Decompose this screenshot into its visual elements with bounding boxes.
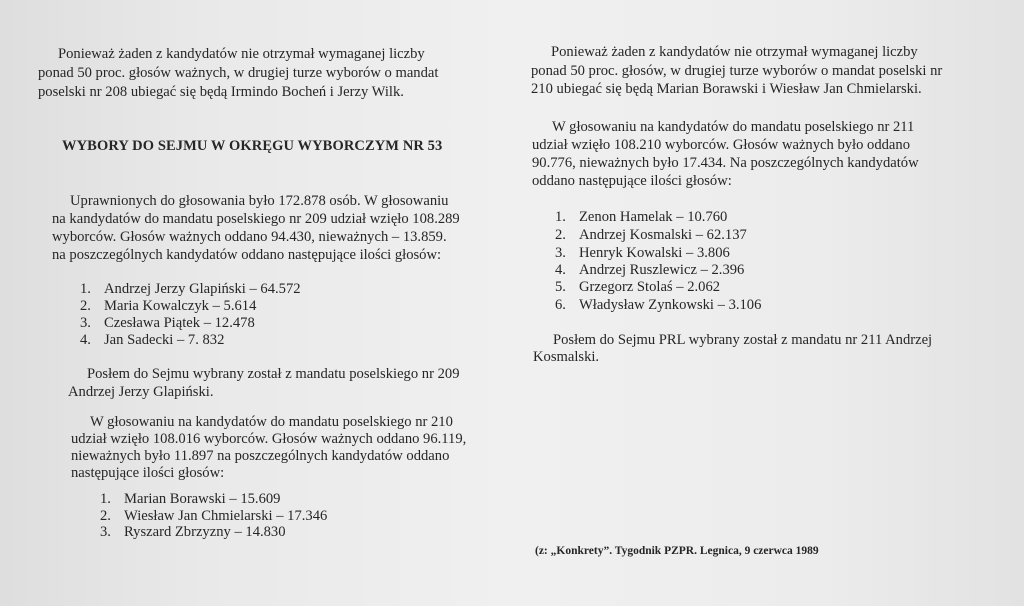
right-intro-line: ponad 50 proc. głosów, w drugiej turze wyborów o mandat poselski nr	[531, 63, 943, 79]
list-number: 3.	[80, 315, 91, 331]
list-text: Marian Borawski – 15.609	[124, 491, 281, 507]
list-item	[80, 281, 301, 297]
list-number: 2.	[80, 298, 91, 314]
list-item	[80, 298, 256, 314]
left-para1-line: na kandydatów do mandatu poselskiego nr 209 udział wzięło 108.289	[52, 211, 460, 227]
list-item	[555, 227, 747, 243]
right-result-line: Kosmalski.	[533, 349, 600, 365]
left-para1-line: wyborców. Głosów ważnych oddano 94.430, nieważnych – 13.859.	[52, 229, 447, 245]
list-text: Andrzej Kosmalski – 62.137	[579, 227, 747, 243]
list-text: Czesława Piątek – 12.478	[104, 315, 255, 331]
section-heading: WYBORY DO SEJMU W OKRĘGU WYBORCZYM NR 53	[62, 138, 443, 154]
list-item	[555, 279, 720, 295]
right-para-line: udział wzięło 108.210 wyborców. Głosów ważnych było oddano	[532, 137, 911, 153]
list-item	[100, 491, 280, 507]
list-number: 1.	[555, 209, 566, 225]
right-para-line: 90.776, nieważnych było 17.434. Na poszczególnych kandydatów	[532, 155, 919, 171]
list-text: Andrzej Jerzy Glapiński – 64.572	[104, 281, 301, 297]
list-number: 4.	[555, 262, 566, 278]
right-result-line: Posłem do Sejmu PRL wybrany został z mandatu nr 211 Andrzej	[553, 332, 933, 348]
list-number: 3.	[555, 245, 566, 261]
list-text: Maria Kowalczyk – 5.614	[104, 298, 257, 314]
left-intro-line: ponad 50 proc. głosów ważnych, w drugiej turze wyborów o mandat	[38, 65, 439, 81]
list-number: 5.	[555, 279, 566, 295]
list-number: 4.	[80, 332, 91, 348]
list-number: 2.	[555, 227, 566, 243]
left-result-line: Posłem do Sejmu wybrany został z mandatu poselskiego nr 209	[87, 366, 460, 382]
list-text: Ryszard Zbrzyzny – 14.830	[124, 524, 286, 540]
list-item	[80, 332, 224, 348]
list-number: 2.	[100, 508, 111, 524]
list-text: Władysław Zynkowski – 3.106	[579, 297, 762, 313]
right-para-line: W głosowaniu na kandydatów do mandatu poselskiego nr 211	[552, 119, 915, 135]
list-item	[555, 209, 727, 225]
left-result-line: Andrzej Jerzy Glapiński.	[68, 384, 214, 400]
list-item	[100, 508, 327, 524]
list-item	[555, 245, 730, 261]
list-text: Wiesław Jan Chmielarski – 17.346	[124, 508, 328, 524]
right-para-line: oddano następujące ilości głosów:	[532, 173, 732, 189]
left-para2-line: udział wzięło 108.016 wyborców. Głosów ważnych oddano 96.119,	[71, 431, 467, 447]
list-item	[100, 524, 286, 540]
list-text: Henryk Kowalski – 3.806	[579, 245, 730, 261]
list-item	[555, 297, 761, 313]
list-text: Jan Sadecki – 7. 832	[104, 332, 225, 348]
left-para2-line: następujące ilości głosów:	[71, 465, 225, 481]
list-number: 3.	[100, 524, 111, 540]
right-intro-line: 210 ubiegać się będą Marian Borawski i Wiesław Jan Chmielarski.	[531, 81, 922, 97]
list-text: Zenon Hamelak – 10.760	[579, 209, 728, 225]
left-para2-line: W głosowaniu na kandydatów do mandatu poselskiego nr 210	[90, 414, 453, 430]
list-text: Grzegorz Stolaś – 2.062	[579, 279, 721, 295]
left-para2-line: nieważnych było 11.897 na poszczególnych kandydatów oddano	[71, 448, 450, 464]
list-item	[80, 315, 255, 331]
list-number: 1.	[80, 281, 91, 297]
list-text: Andrzej Ruszlewicz – 2.396	[579, 262, 745, 278]
list-number: 1.	[100, 491, 111, 507]
left-intro-line: poselski nr 208 ubiegać się będą Irmindo Bocheń i Jerzy Wilk.	[38, 84, 404, 100]
left-para1-line: Uprawnionych do głosowania było 172.878 osób. W głosowaniu	[70, 193, 449, 209]
left-para1-line: na poszczególnych kandydatów oddano następujące ilości głosów:	[52, 247, 442, 263]
right-intro-line: Ponieważ żaden z kandydatów nie otrzymał wymaganej liczby	[551, 44, 918, 60]
source-citation: (z: „Konkrety”. Tygodnik PZPR. Legnica, 9 czerwca 1989	[535, 545, 819, 557]
list-item	[555, 262, 744, 278]
list-number: 6.	[555, 297, 566, 313]
left-intro-line: Ponieważ żaden z kandydatów nie otrzymał wymaganej liczby	[58, 46, 425, 62]
